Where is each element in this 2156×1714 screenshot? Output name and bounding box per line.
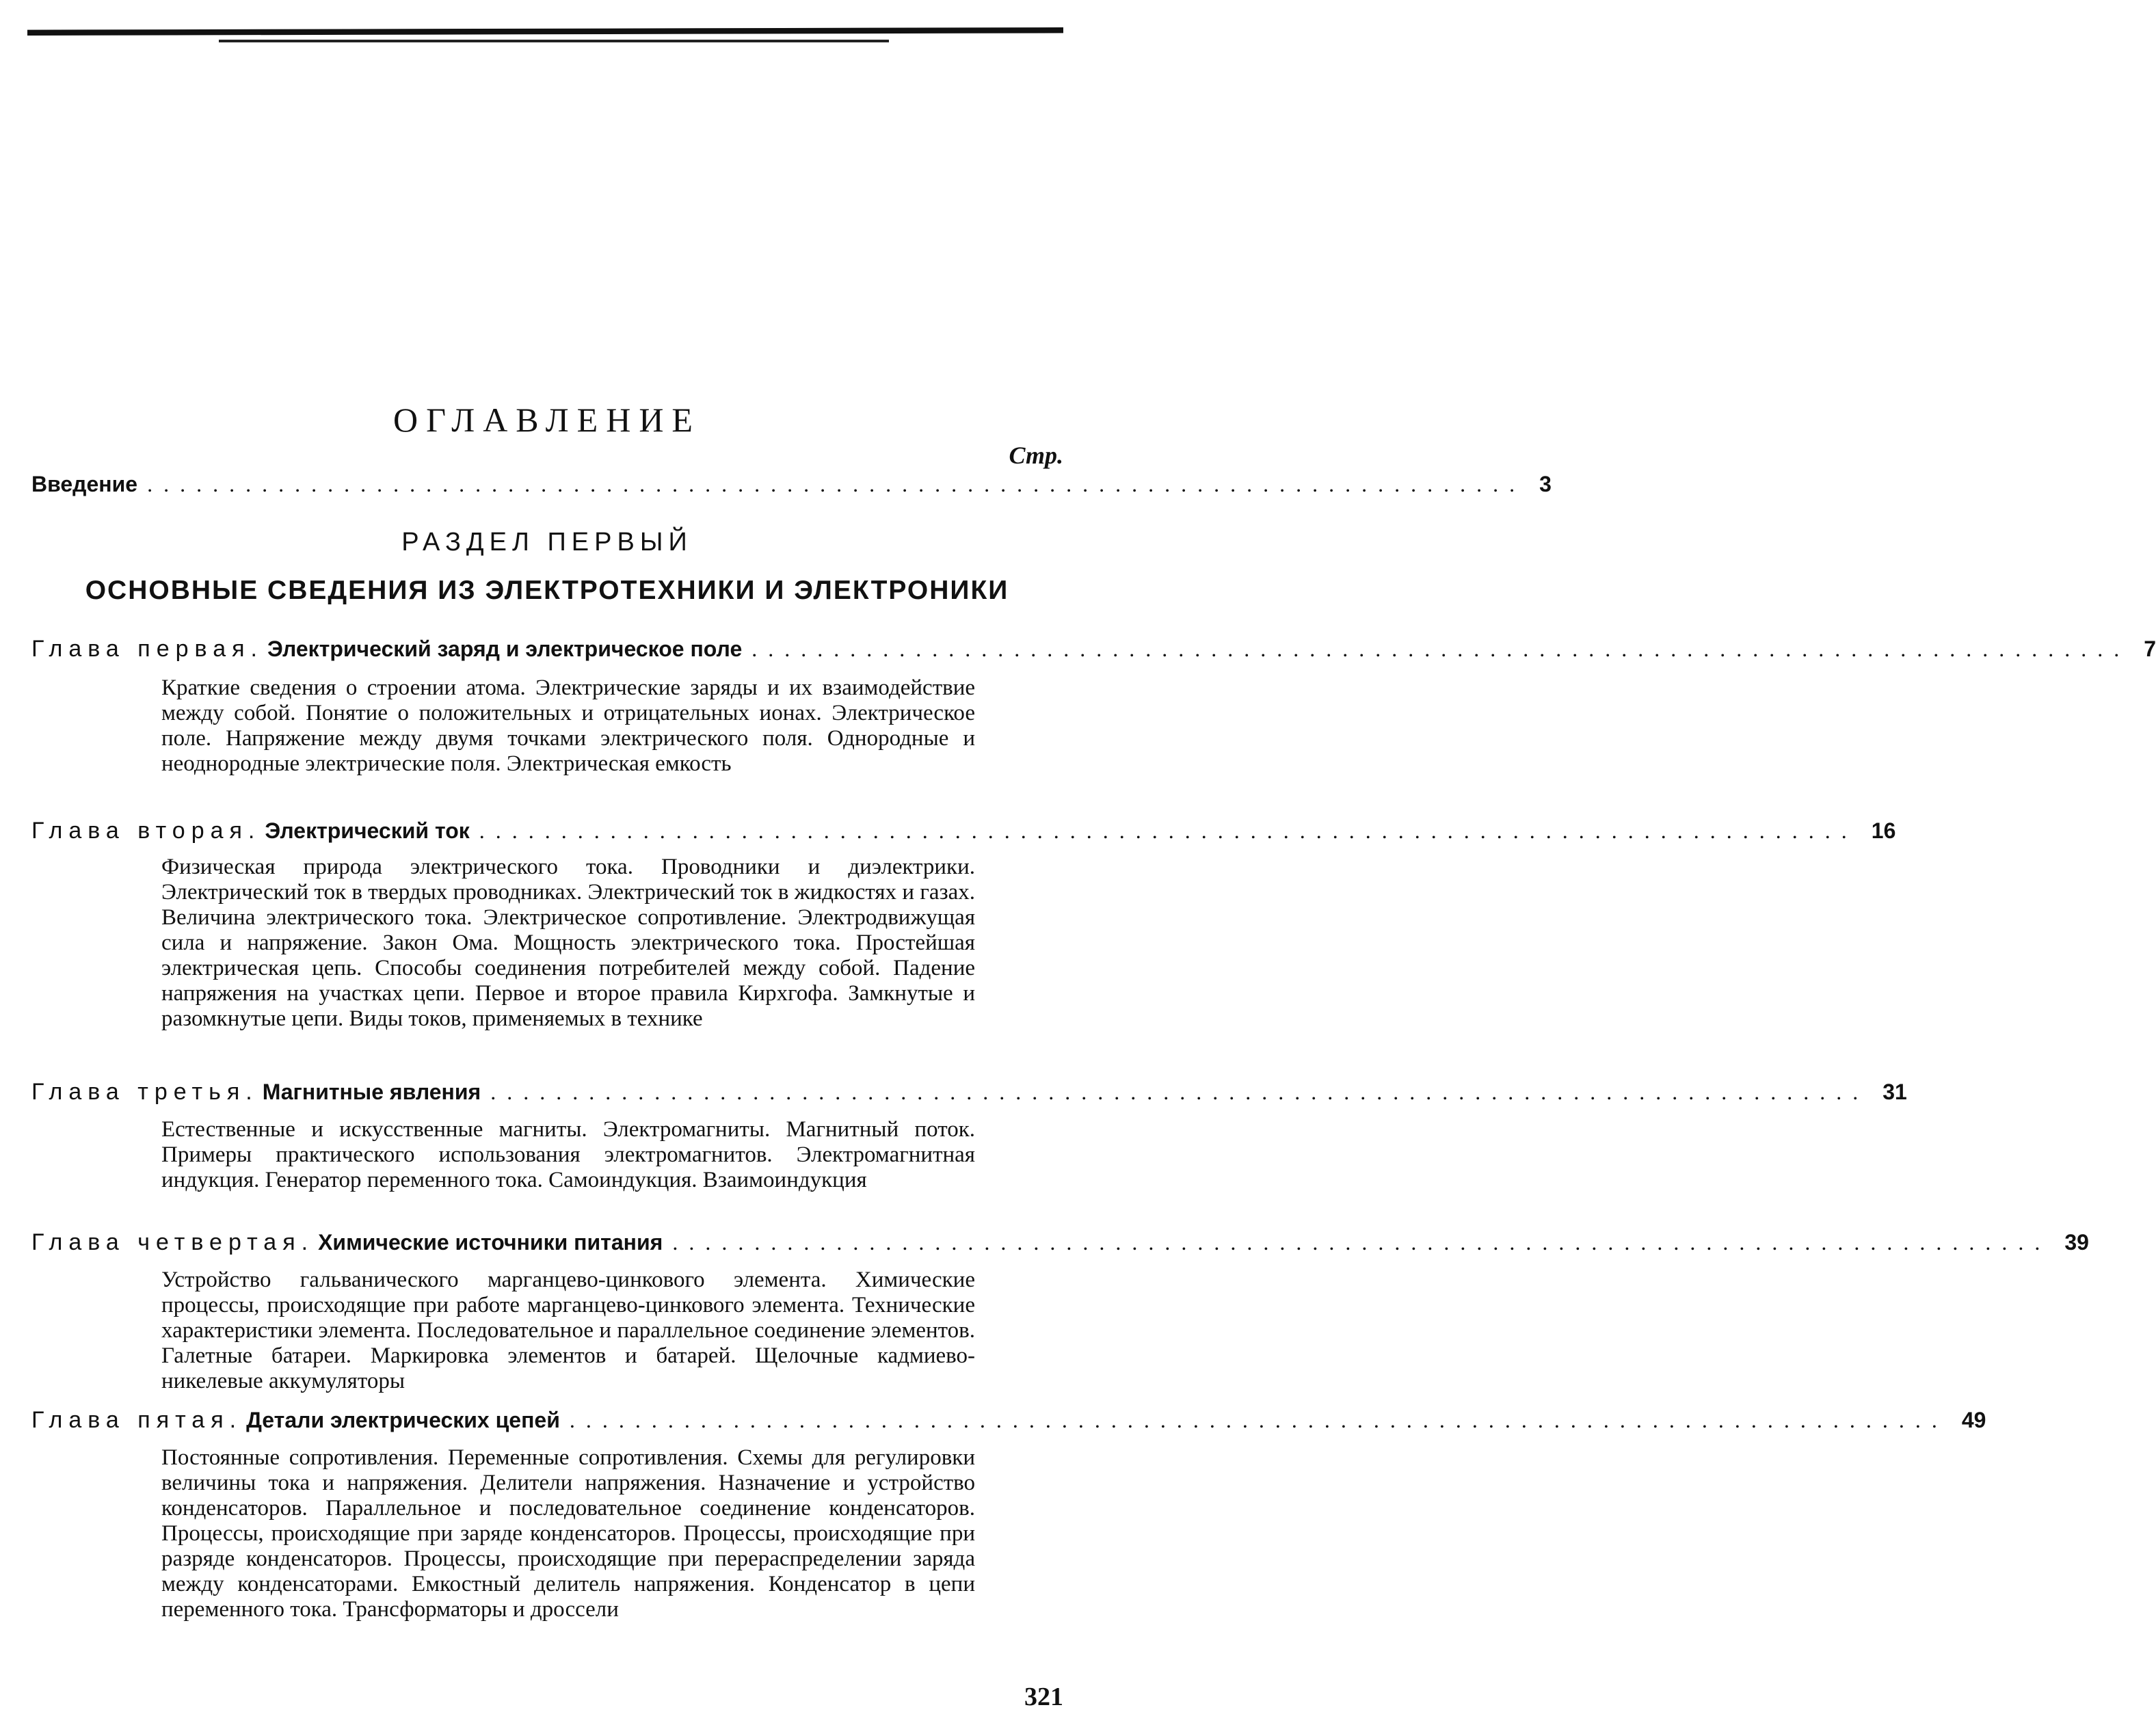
toc-title: ОГЛАВЛЕНИЕ [393,401,701,439]
chapter-page: 31 [1882,1080,1907,1104]
chapter-number: Глава вторая. [31,818,261,844]
chapter-description: Постоянные сопротивления. Переменные сопротивления. Схемы для регулировки величины тока и напряжения. Делители напряжения. Назначение и устройство конденсаторов. Параллельное и последовательное соединение конденсаторов. Процессы, происходящие при заряде конденсаторов. Процессы, происходящие при разряде конденсаторов. Процессы, происходящие при перераспределении заряда между конденсаторами. Емкостный делитель напряжения. Конденсатор в цепи переменного тока. Трансформаторы и дроссели [161,1445,975,1622]
toc-entry-chapter-2[interactable] [31,818,1896,849]
section-title: ОСНОВНЫЕ СВЕДЕНИЯ ИЗ ЭЛЕКТРОТЕХНИКИ И ЭЛЕКТРОНИКИ [85,576,1009,605]
toc-entry-chapter-3[interactable] [31,1079,1907,1110]
chapter-page: 39 [2064,1230,2089,1255]
leader-dots: .................................................................................... [569,1408,1948,1432]
chapter-number: Глава пятая. [31,1407,243,1433]
chapter-description: Устройство гальванического марганцево-цинкового элемента. Химические процессы, происходящие при работе марганцево-цинкового элемента. Технические характеристики элемента. Последовательное и параллельное соединение элементов. Галетные батареи. Маркировка элементов и батарей. Щелочные кадмиево-никелевые аккумуляторы [161,1268,975,1393]
chapter-number: Глава первая. [31,636,263,662]
toc-entry-intro[interactable] [31,472,1552,503]
toc-entry-chapter-1[interactable] [31,636,2156,667]
leader-dots: .................................................................................... [751,637,2131,661]
leader-dots: .................................................................................... [490,1080,1869,1104]
toc-entry-chapter-4[interactable] [31,1229,2089,1261]
top-rule-thin [219,40,889,42]
chapter-page: 16 [1871,818,1896,843]
toc-entry-chapter-5[interactable] [31,1407,1986,1438]
chapter-description: Естественные и искусственные магниты. Электромагниты. Магнитный поток. Примеры практического использования электромагнитов. Электромагнитная индукция. Генератор переменного тока. Самоиндукция. Взаимоиндукция [161,1117,975,1192]
chapter-title: Электрический ток [265,818,470,843]
chapter-page: 49 [1961,1408,1986,1432]
intro-label: Введение [31,472,138,496]
chapter-description: Краткие сведения о строении атома. Электрические заряды и их взаимодействие между собой. Понятие о положительных и отрицательных ионах. Электрическое поле. Напряжение между двумя точками электрического поля. Однородные и неоднородные электрические поля. Электрическая емкость [161,675,975,776]
chapter-title: Электрический заряд и электрическое поле [267,637,743,661]
chapter-page: 7 [2144,637,2156,661]
chapter-number: Глава третья. [31,1079,258,1105]
chapter-number: Глава четвертая. [31,1229,315,1255]
chapter-description: Физическая природа электрического тока. Проводники и диэлектрики. Электрический ток в твердых проводниках. Электрический ток в жидкостях и газах. Величина электрического тока. Электрическое сопротивление. Электродвижущая сила и напряжение. Закон Ома. Мощность электрического тока. Простейшая электрическая цепь. Способы соединения потребителей между собой. Падение напряжения на участках цепи. Первое и второе правила Кирхгофа. Замкнутые и разомкнутые цепи. Виды токов, применяемых в технике [161,855,975,1031]
leader-dots: .................................................................................... [147,472,1526,496]
chapter-title: Химические источники питания [318,1230,663,1255]
intro-page: 3 [1539,472,1552,496]
chapter-title: Магнитные явления [262,1080,481,1104]
page-number: 321 [1024,1683,1063,1711]
page-column-label: Стр. [1009,442,1063,469]
section-label: РАЗДЕЛ ПЕРВЫЙ [401,528,693,557]
leader-dots: .................................................................................... [479,818,1858,843]
top-rule [27,27,1063,36]
leader-dots: .................................................................................... [672,1230,2051,1255]
chapter-title: Детали электрических цепей [246,1408,560,1432]
